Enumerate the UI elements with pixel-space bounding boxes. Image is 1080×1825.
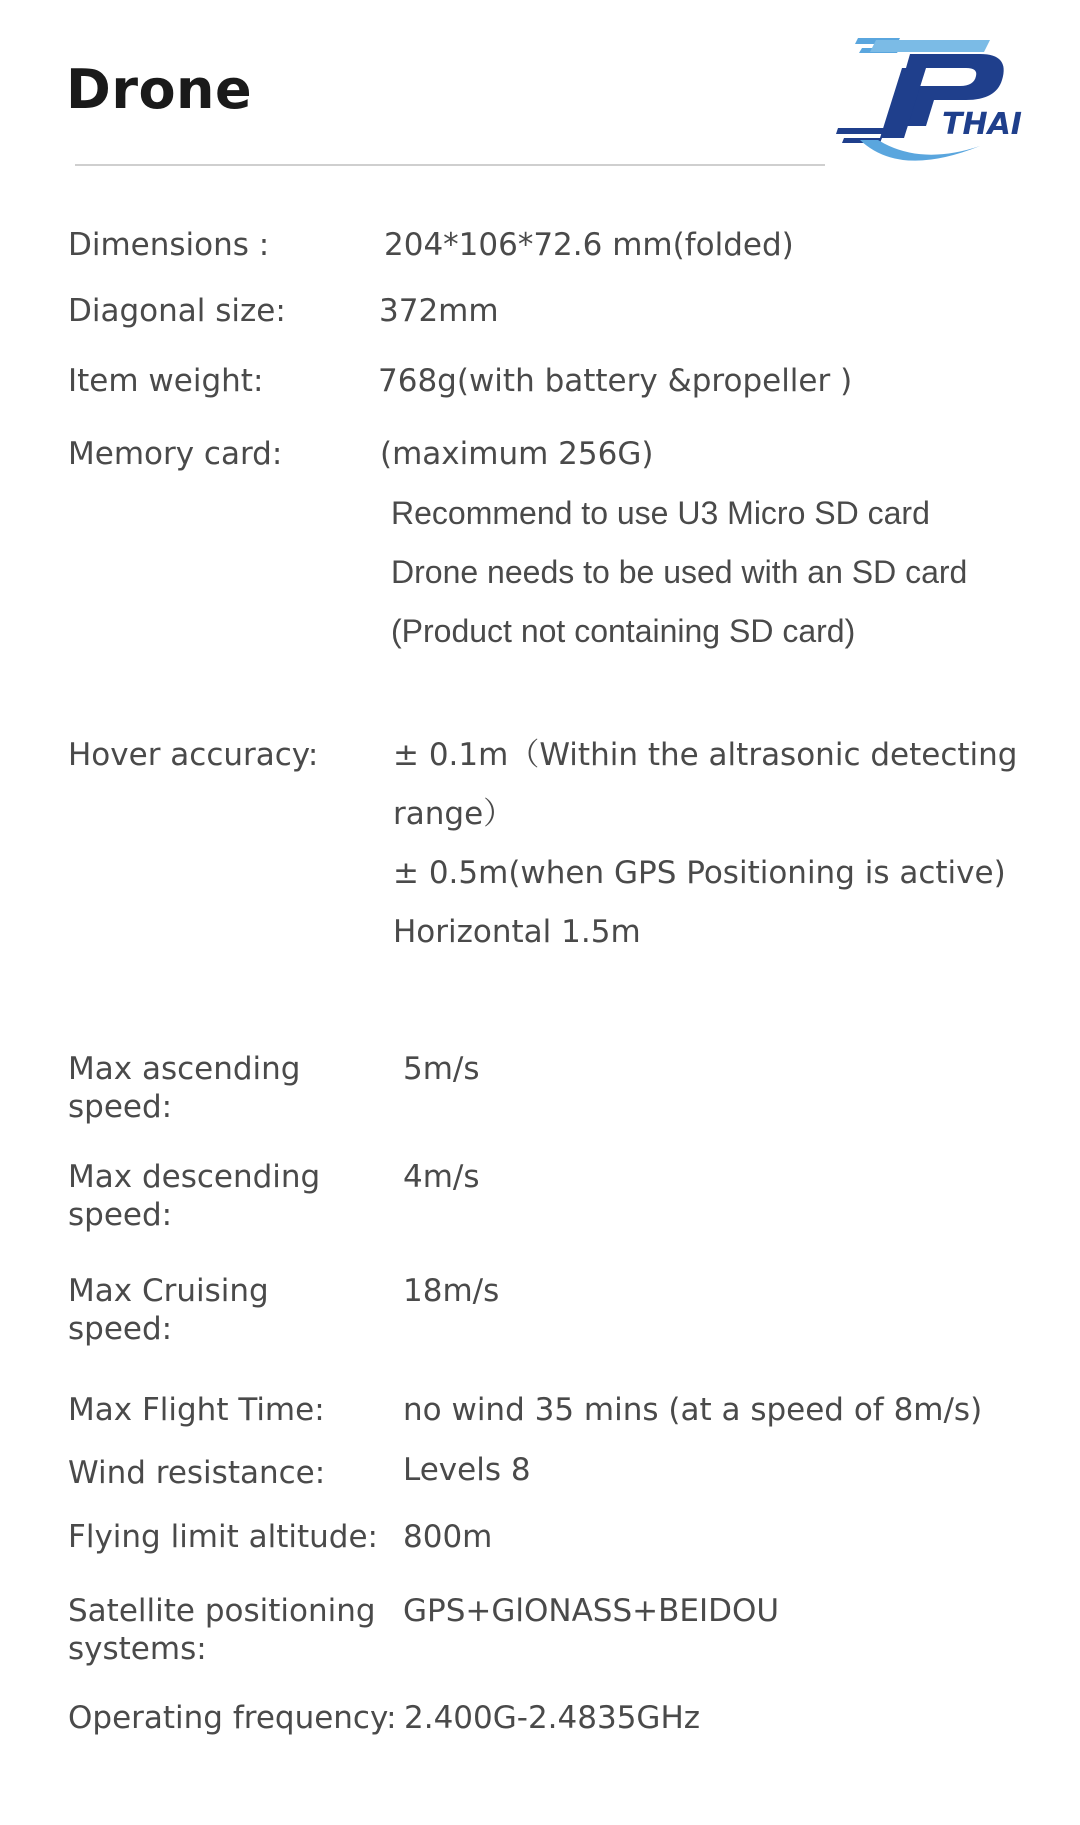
wind-resistance-label: Wind resistance: <box>68 1455 326 1491</box>
max-cruising-label: speed: <box>68 1311 173 1347</box>
hover-accuracy-label: Hover accuracy: <box>68 737 319 773</box>
memory-card-label: Memory card: <box>68 436 283 472</box>
max-ascending-label: speed: <box>68 1089 173 1125</box>
diagonal-size-value: 372mm <box>379 293 499 329</box>
logo-text: THAI <box>942 107 1022 142</box>
max-flight-time-label: Max Flight Time: <box>68 1392 325 1428</box>
tp-thai-logo <box>830 28 1030 168</box>
dimensions-value: 204*106*72.6 mm(folded) <box>384 227 794 263</box>
title-divider <box>75 164 825 166</box>
logo-t-bar <box>870 40 990 52</box>
operating-frequency-label: Operating frequency: <box>68 1700 397 1736</box>
satellite-positioning-label: Satellite positioning <box>68 1593 376 1629</box>
max-flight-time-value: no wind 35 mins (at a speed of 8m/s) <box>403 1392 983 1428</box>
memory-card-note: (Product not containing SD card) <box>391 613 856 649</box>
logo-swoosh <box>860 140 980 161</box>
max-cruising-value: 18m/s <box>403 1273 500 1309</box>
memory-card-note: Drone needs to be used with an SD card <box>391 554 968 590</box>
memory-card-value: (maximum 256G) <box>380 436 654 472</box>
max-descending-value: 4m/s <box>403 1159 480 1195</box>
flying-limit-altitude-label: Flying limit altitude: <box>68 1519 378 1555</box>
dimensions-label: Dimensions : <box>68 227 270 263</box>
max-descending-label: Max descending <box>68 1159 321 1195</box>
max-ascending-value: 5m/s <box>403 1051 480 1087</box>
hover-accuracy-value: ± 0.5m(when GPS Positioning is active) <box>393 855 1006 891</box>
operating-frequency-value: 2.400G-2.4835GHz <box>404 1700 701 1736</box>
memory-card-note: Recommend to use U3 Micro SD card <box>391 495 930 531</box>
item-weight-label: Item weight: <box>68 363 264 399</box>
max-cruising-label: Max Cruising <box>68 1273 269 1309</box>
page-title: Drone <box>66 58 253 121</box>
max-descending-label: speed: <box>68 1197 173 1233</box>
flying-limit-altitude-value: 800m <box>403 1519 493 1555</box>
diagonal-size-label: Diagonal size: <box>68 293 286 329</box>
item-weight-value: 768g(with battery &propeller ) <box>378 363 853 399</box>
wind-resistance-value: Levels 8 <box>403 1452 531 1488</box>
satellite-positioning-label: systems: <box>68 1631 207 1667</box>
max-ascending-label: Max ascending <box>68 1051 301 1087</box>
hover-accuracy-value: Horizontal 1.5m <box>393 914 641 950</box>
satellite-positioning-value: GPS+GlONASS+BEIDOU <box>403 1593 780 1629</box>
hover-accuracy-value: ± 0.1m（Within the altrasonic detecting <box>393 737 1018 773</box>
hover-accuracy-value: range） <box>393 796 515 832</box>
